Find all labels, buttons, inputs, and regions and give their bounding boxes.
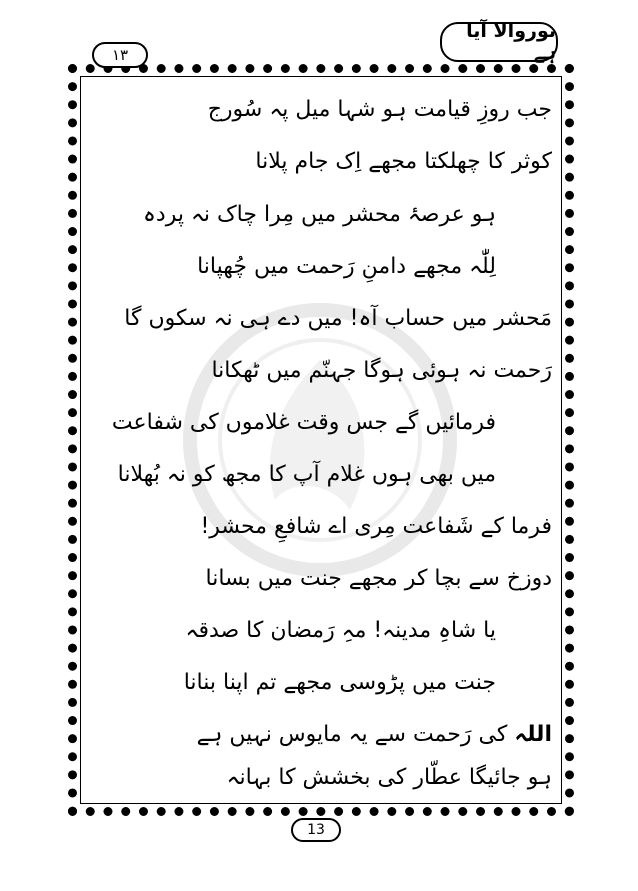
poem-line-6: رَحمت نہ ہوئی ہوگا جہنّم میں ٹھکانا (211, 358, 552, 383)
book-title-badge (440, 22, 558, 62)
poem-line-1: جب روزِ قیامت ہو شہا میل پہ سُورج (207, 97, 552, 122)
poem-line-13 (197, 715, 552, 755)
allah-word: اللہ (514, 722, 552, 747)
page-number-urdu: ۱۳ (111, 46, 129, 64)
poem-line-8: میں بھی ہوں غلام آپ کا مجھ کو نہ بُھلانا (117, 462, 496, 487)
poem-line-11: یا شاہِ مدینہ! مہِ رَمضان کا صدقہ (185, 618, 496, 643)
poem-line-12: جنت میں پڑوسی مجھے تم اپنا بنانا (183, 670, 496, 695)
page-number: 13 (307, 822, 325, 838)
poem (86, 80, 556, 800)
poem-line-2: کوثر کا چھلکتا مجھے اِک جام پلانا (255, 149, 552, 174)
page-number-badge-urdu (92, 42, 148, 68)
poem-line-3: ہو عرصۂ محشر میں مِرا چاک نہ پردہ (143, 202, 496, 227)
book-title: نوروالا آیا ہے (466, 20, 556, 64)
poem-line-10: دوزخ سے بچا کر مجھے جنت میں بسانا (205, 566, 552, 591)
poem-line-14: ہو جائیگا عطّار کی بخشش کا بہانہ (226, 765, 552, 790)
poem-line-9: فرما کے شَفاعت مِری اے شافعِ محشر! (200, 514, 552, 539)
poem-line-4: لِلّٰہ مجھے دامنِ رَحمت میں چُھپانا (197, 254, 496, 279)
page-number-badge (291, 818, 341, 842)
poem-line-13-text: کی رَحمت سے یہ مایوس نہیں ہے (196, 722, 508, 747)
poem-line-7: فرمائیں گے جس وقت غلاموں کی شفاعت (111, 410, 496, 435)
poem-line-5: مَحشر میں حساب آہ! میں دے ہی نہ سکوں گا (124, 306, 552, 331)
